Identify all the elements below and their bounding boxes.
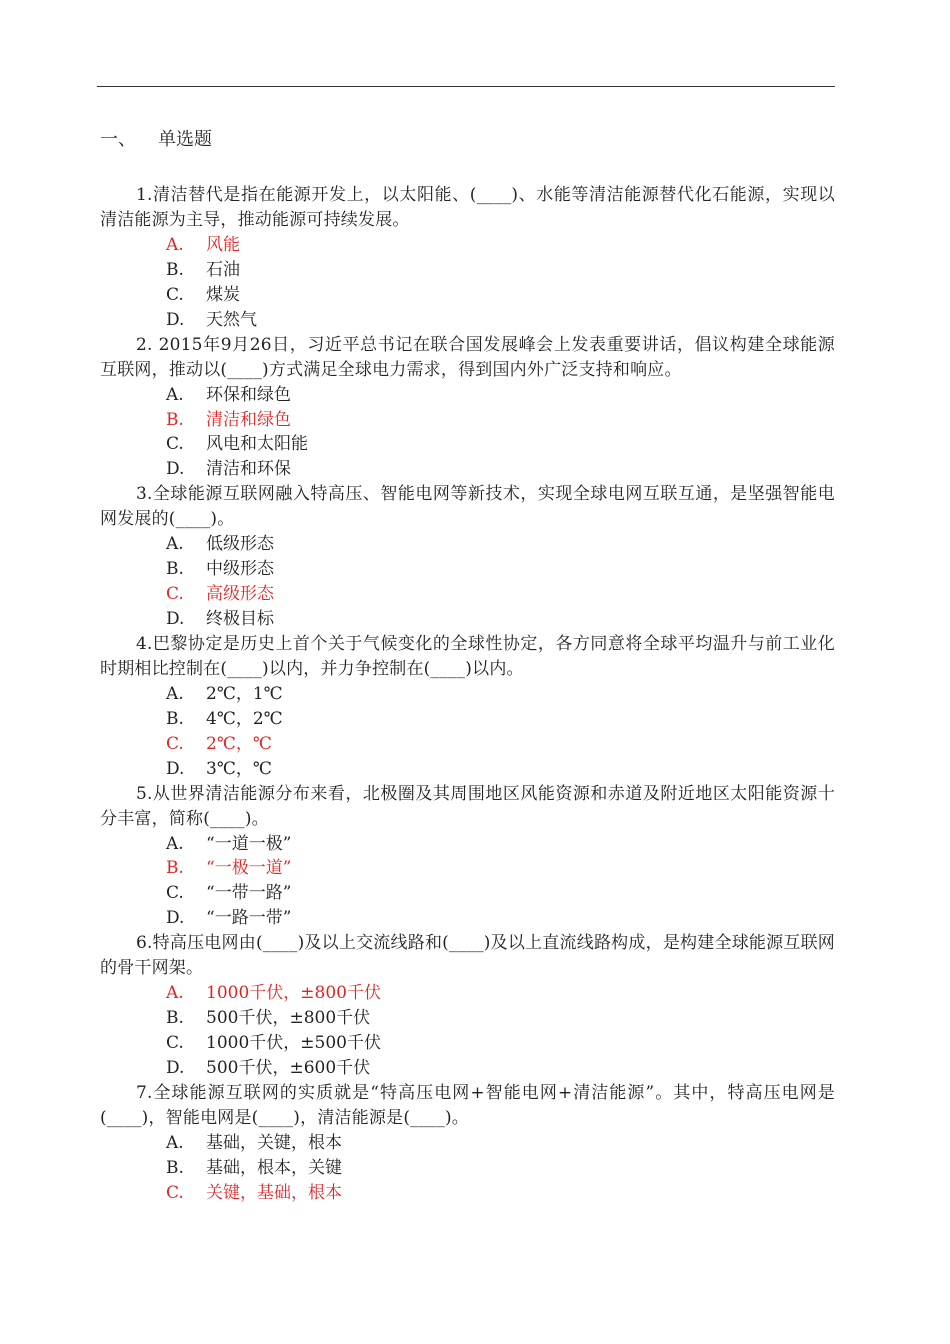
- option-text: 清洁和环保: [206, 459, 291, 480]
- option-letter: B.: [166, 559, 184, 580]
- option-letter: C.: [166, 733, 184, 754]
- option-text: 基础，根本，关键: [206, 1157, 342, 1178]
- answer-option: [100, 557, 835, 582]
- option-letter: B.: [166, 708, 184, 729]
- answer-option: [100, 607, 835, 632]
- option-text: 1000千伏，±800千伏: [206, 983, 381, 1004]
- header-rule: [97, 86, 835, 87]
- answer-option: [100, 1006, 835, 1031]
- answer-option-correct: [100, 856, 835, 881]
- question-stem: 7.全球能源互联网的实质就是“特高压电网+智能电网+清洁能源”。其中，特高压电网是(____)，智能电网是(____)，清洁能源是(____)。: [100, 1082, 835, 1128]
- question-item: [100, 183, 835, 333]
- option-letter: C.: [166, 434, 184, 455]
- option-letter: B.: [166, 1157, 184, 1178]
- answer-option: [100, 1031, 835, 1056]
- option-letter: C.: [166, 1032, 184, 1053]
- option-text: 煤炭: [206, 284, 240, 305]
- question-stem: 1.清洁替代是指在能源开发上，以太阳能、(____)、水能等清洁能源替代化石能源，实现以清洁能源为主导，推动能源可持续发展。: [100, 185, 835, 230]
- option-text: 基础，关键，根本: [206, 1132, 342, 1153]
- option-text: 高级形态: [206, 584, 274, 605]
- option-text: 环保和绿色: [206, 384, 291, 405]
- option-text: 1000千伏，±500千伏: [206, 1032, 381, 1053]
- option-letter: D.: [166, 608, 185, 629]
- question-stem: 5.从世界清洁能源分布来看，北极圈及其周围地区风能资源和赤道及附近地区太阳能资源十分丰富，简称(____)。: [100, 783, 835, 829]
- question-stem: 4.巴黎协定是历史上首个关于气候变化的全球性协定，各方同意将全球平均温升与前工业化时期相比控制在(____)以内，并力争控制在(____)以内。: [100, 633, 835, 679]
- option-letter: C.: [166, 584, 184, 605]
- answer-option-correct: [100, 981, 835, 1006]
- answer-option: [100, 532, 835, 557]
- option-text: 石油: [206, 259, 240, 280]
- answer-option: [100, 881, 835, 906]
- option-letter: B.: [166, 259, 184, 280]
- option-letter: C.: [166, 1182, 184, 1203]
- question-item: [100, 632, 835, 782]
- question-stem: 2. 2015年9月26日，习近平总书记在联合国发展峰会上发表重要讲话，倡议构建全球能源互联网，推动以(____)方式满足全球电力需求，得到国内外广泛支持和响应。: [100, 334, 835, 380]
- section-heading: [100, 128, 212, 152]
- answer-option: [100, 457, 835, 482]
- answer-option: [100, 1056, 835, 1081]
- option-text: 关键，基础，根本: [206, 1182, 342, 1203]
- answer-option-correct: [100, 233, 835, 258]
- option-text: 清洁和绿色: [206, 409, 291, 430]
- answer-option: [100, 283, 835, 308]
- answer-option: [100, 432, 835, 457]
- option-text: 2℃，1℃: [206, 683, 283, 704]
- answer-option: [100, 682, 835, 707]
- section-number: 一、: [100, 129, 136, 150]
- option-letter: A.: [166, 683, 184, 704]
- option-letter: A.: [166, 983, 184, 1004]
- option-letter: A.: [166, 384, 184, 405]
- answer-option: [100, 757, 835, 782]
- question-item: [100, 482, 835, 632]
- option-text: 500千伏，±600千伏: [206, 1057, 371, 1078]
- option-text: 中级形态: [206, 559, 274, 580]
- option-text: “一路一带”: [206, 908, 292, 929]
- option-text: 终极目标: [206, 608, 274, 629]
- option-letter: D.: [166, 908, 185, 929]
- option-letter: B.: [166, 409, 184, 430]
- answer-option: [100, 383, 835, 408]
- answer-option-correct: [100, 1181, 835, 1206]
- answer-option: [100, 308, 835, 333]
- question-item: [100, 1081, 835, 1206]
- question-list: [100, 183, 835, 1205]
- option-text: 500千伏，±800千伏: [206, 1008, 371, 1029]
- option-text: 风电和太阳能: [206, 434, 308, 455]
- option-letter: D.: [166, 459, 185, 480]
- question-stem: 6.特高压电网由(____)及以上交流线路和(____)及以上直流线路构成，是构建全球能源互联网的骨干网架。: [100, 933, 835, 979]
- answer-option-correct: [100, 732, 835, 757]
- question-item: [100, 931, 835, 1081]
- option-text: 低级形态: [206, 534, 274, 555]
- option-text: 天然气: [206, 309, 257, 330]
- option-text: “一带一路”: [206, 883, 292, 904]
- option-letter: A.: [166, 235, 184, 255]
- option-letter: D.: [166, 758, 185, 779]
- option-text: “一极一道”: [206, 858, 292, 879]
- option-text: 3℃，℃: [206, 758, 272, 779]
- question-item: [100, 333, 835, 483]
- option-letter: B.: [166, 858, 184, 879]
- option-letter: A.: [166, 534, 184, 555]
- answer-option: [100, 1156, 835, 1181]
- question-item: [100, 782, 835, 932]
- answer-option: [100, 832, 835, 857]
- option-letter: C.: [166, 284, 184, 305]
- option-text: “一道一极”: [206, 833, 292, 854]
- option-letter: D.: [166, 309, 185, 330]
- option-letter: D.: [166, 1057, 185, 1078]
- option-letter: B.: [166, 1008, 184, 1029]
- answer-option-correct: [100, 582, 835, 607]
- option-letter: A.: [166, 833, 184, 854]
- answer-option: [100, 906, 835, 931]
- question-stem: 3.全球能源互联网融入特高压、智能电网等新技术，实现全球电网互联互通，是坚强智能电网发展的(____)。: [100, 484, 835, 530]
- answer-option: [100, 1131, 835, 1156]
- answer-option: [100, 707, 835, 732]
- answer-option-correct: [100, 408, 835, 433]
- answer-option: [100, 258, 835, 283]
- section-title: 单选题: [158, 129, 212, 150]
- option-text: 4℃，2℃: [206, 708, 283, 729]
- option-letter: A.: [166, 1132, 184, 1153]
- option-text: 风能: [206, 235, 240, 255]
- option-letter: C.: [166, 883, 184, 904]
- option-text: 2℃，℃: [206, 733, 272, 754]
